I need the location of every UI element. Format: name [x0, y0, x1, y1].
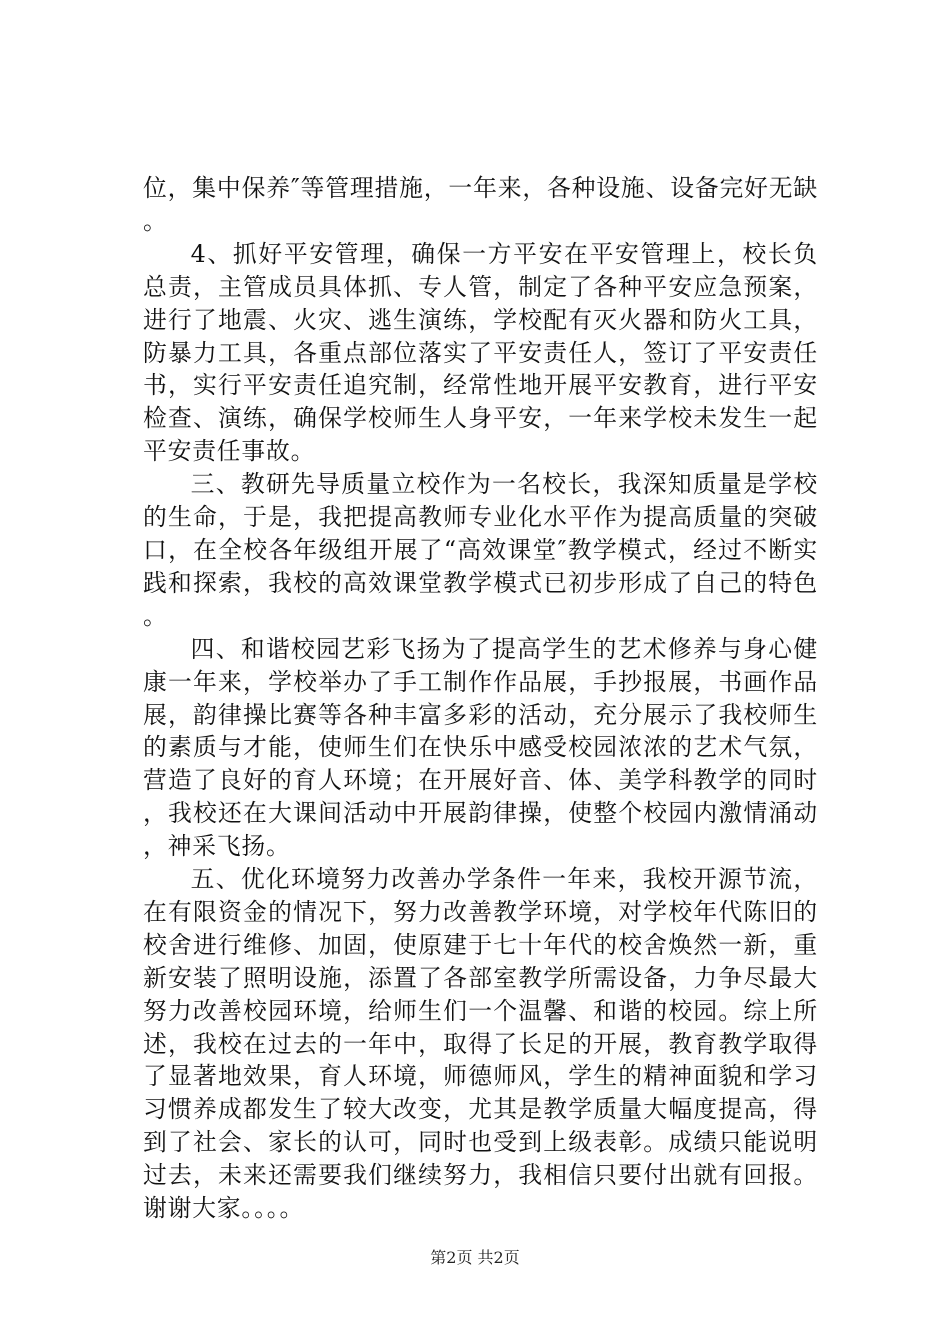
paragraph-teaching-research: 三、教研先导质量立校作为一名校长，我深知质量是学校的生命，于是，我把提高教师专业化水平作为提高质量的突破口，在全校各年级组开展了“高效课堂″教学模式，经过不断实践和探索，我校的高效课堂教学模式已初步形成了自己的特色。 — [143, 470, 818, 630]
page-footer: 第2页 共2页 — [430, 1248, 520, 1267]
document-body — [143, 172, 818, 1225]
paragraph-continuation: 位，集中保养″等管理措施，一年来，各种设施、设备完好无缺。 — [143, 174, 818, 235]
paragraph-campus-arts: 四、和谐校园艺彩飞扬为了提高学生的艺术修养与身心健康一年来，学校举办了手工制作作品展，手抄报展，书画作品展，韵律操比赛等各种丰富多彩的活动，充分展示了我校师生的素质与才能，使师生们在快乐中感受校园浓浓的艺术气氛，营造了良好的育人环境；在开展好音、体、美学科教学的同时，我校还在大课间活动中开展韵律操，使整个校园内激情涌动，神采飞扬。 — [143, 634, 818, 861]
paragraph-safety-management: 4、抓好平安管理，确保一方平安在平安管理上，校长负总责，主管成员具体抓、专人管，制定了各种平安应急预案，进行了地震、火灾、逃生演练，学校配有灭火器和防火工具，防暴力工具，各重点部位落实了平安责任人，签订了平安责任书，实行平安责任追究制，经常性地开展平安教育，进行平安检查、演练，确保学校师生人身平安，一年来学校未发生一起平安责任事故。 — [143, 239, 818, 466]
paragraph-environment-summary: 五、优化环境努力改善办学条件一年来，我校开源节流，在有限资金的情况下，努力改善教学环境，对学校年代陈旧的校舍进行维修、加固，使原建于七十年代的校舍焕然一新，重新安装了照明设施，添置了各部室教学所需设备，力争尽最大努力改善校园环境，给师生们一个温馨、和谐的校园。综上所述，我校在过去的一年中，取得了长足的开展，教育教学取得了显著地效果，育人环境，师德师风，学生的精神面貌和学习习惯养成都发生了较大改变，尤其是教学质量大幅度提高，得到了社会、家长的认可，同时也受到上级表彰。成绩只能说明过去，未来还需要我们继续努力，我相信只要付出就有回报。谢谢大家。。。。 — [143, 865, 818, 1223]
